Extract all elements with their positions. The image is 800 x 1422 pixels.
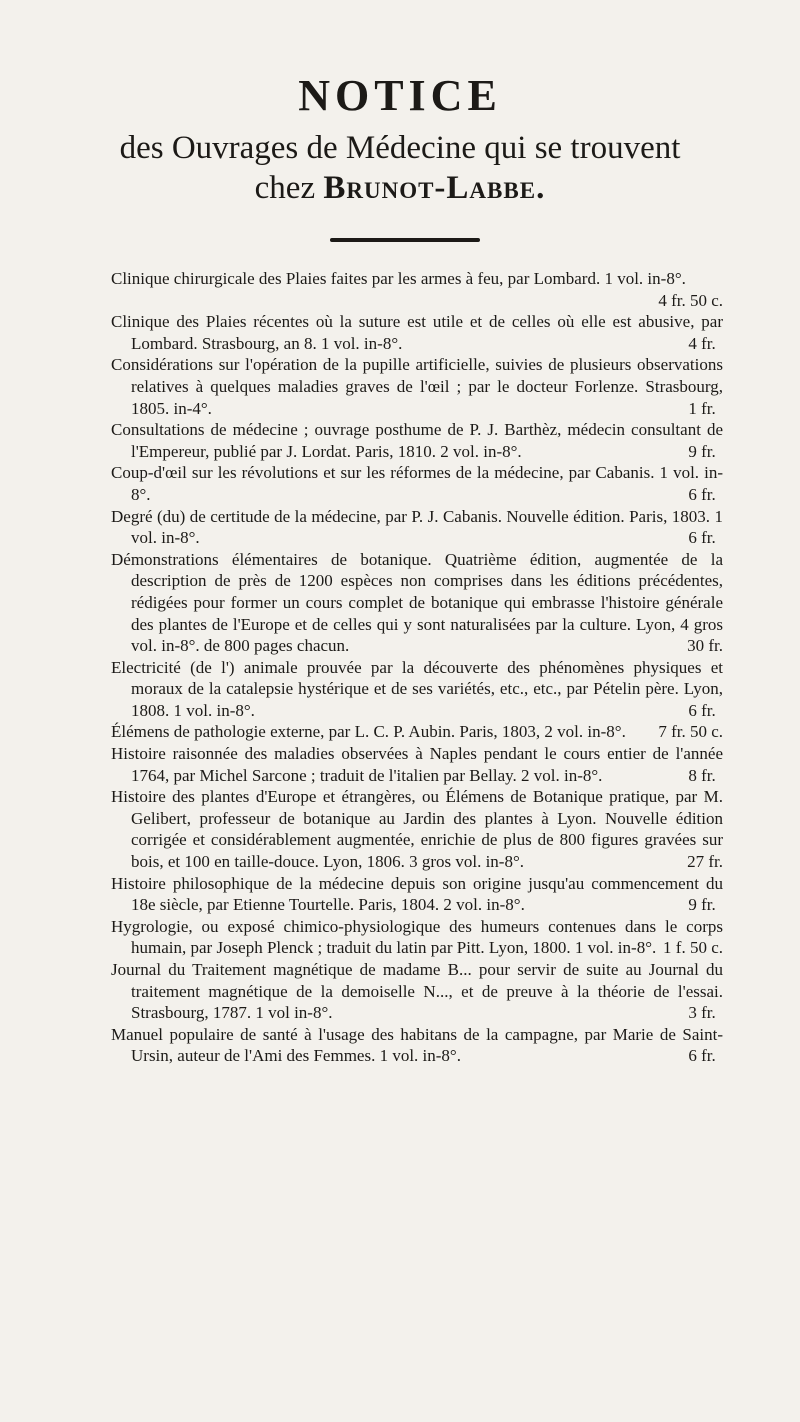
entry-text: Journal du Traitement magnétique de madame B... pour servir de suite au Journal du traitement magnétique de la demoiselle N..., et de preuve à la théorie de l'essai. Strasbourg, 1787. 1 vol in-8°. [111, 960, 723, 1023]
catalogue-entry [111, 462, 723, 505]
entry-price: 6 fr. [688, 528, 716, 548]
catalogue-entry [111, 506, 723, 549]
catalogue-entry [111, 354, 723, 419]
entry-price: 3 fr. [688, 1003, 716, 1023]
entry-price: 6 fr. [688, 1046, 716, 1066]
catalogue-entry [111, 1024, 723, 1067]
catalogue-entry [111, 959, 723, 1024]
catalogue-list [111, 268, 723, 1067]
entry-price: 7 fr. 50 c. [658, 722, 723, 742]
catalogue-entry [111, 873, 723, 916]
catalogue-entry [111, 743, 723, 786]
entry-price: 30 fr. [687, 636, 723, 656]
entry-text: Histoire philosophique de la médecine depuis son origine jusqu'au commencement du 18e siècle, par Etienne Tourtelle. Paris, 1804. 2 vol. in-8°. [111, 873, 723, 915]
entry-price: 4 fr. [688, 333, 716, 353]
entry-text: Élémens de pathologie externe, par L. C. P. Aubin. Paris, 1803, 2 vol. in-8°. [111, 722, 626, 742]
entry-price: 9 fr. [688, 895, 716, 915]
subtitle-line-1: des Ouvrages de Médecine qui se trouvent [119, 130, 681, 166]
catalogue-entry [111, 916, 723, 959]
entry-text: Degré (du) de certitude de la médecine, par P. J. Cabanis. Nouvelle édition. Paris, 1803. 1 vol. in-8°. [111, 506, 723, 548]
catalogue-entry [111, 419, 723, 462]
catalogue-entry [111, 786, 723, 872]
entry-text: Histoire des plantes d'Europe et étrangères, ou Élémens de Botanique pratique, par M. Gelibert, professeur de botanique au Jardin des plantes à Lyon. Nouvelle édition corrigée et considérablement augmentée, enrichie de plus de 800 figures gravées sur bois, et 100 en taille-douce. Lyon, 1806. 3 gros vol. in-8°. [111, 787, 723, 872]
entry-text: Démonstrations élémentaires de botanique. Quatrième édition, augmentée de la description de près de 1200 espèces non comprises dans les éditions précédentes, rédigées pour former un cours complet de botanique qui embrasse l'histoire générale des plantes de l'Europe et de celles qui y sont naturalisées par la culture. Lyon, 4 gros vol. in-8°. de 800 pages chacun. [111, 549, 723, 656]
entry-price: 8 fr. [688, 765, 716, 785]
entry-price: 6 fr. [688, 484, 716, 504]
entry-price: 6 fr. [688, 700, 716, 720]
entry-price: 9 fr. [688, 441, 716, 461]
entry-price: 1 f. 50 c. [663, 938, 723, 958]
entry-price: 4 fr. 50 c. [658, 290, 723, 310]
divider-rule [330, 238, 480, 242]
publisher-name: Brunot-Labbe. [323, 170, 546, 206]
entry-price: 1 fr. [688, 398, 716, 418]
subtitle-chez: chez [254, 170, 316, 206]
entry-text: Clinique des Plaies récentes où la suture est utile et de celles où elle est abusive, par Lombard. Strasbourg, an 8. 1 vol. in-8°. [111, 312, 723, 353]
entry-text: Manuel populaire de santé à l'usage des habitans de la campagne, par Marie de Saint-Ursin, auteur de l'Ami des Femmes. 1 vol. in-8°. [111, 1024, 723, 1066]
entry-text: Consultations de médecine ; ouvrage posthume de P. J. Barthèz, médecin consultant de l'Empereur, publié par J. Lordat. Paris, 1810. 2 vol. in-8°. [111, 420, 723, 461]
entry-text: Considérations sur l'opération de la pupille artificielle, suivies de plusieurs observations relatives à quelques maladies graves de l'œil ; par le docteur Forlenze. Strasbourg, 1805. in-4°. [111, 355, 723, 418]
entry-text: Clinique chirurgicale des Plaies faites par les armes à feu, par Lombard. 1 vol. in-8°. [111, 269, 686, 288]
entry-text: Histoire raisonnée des maladies observées à Naples pendant le cours entier de l'année 1764, par Michel Sarcone ; traduit de l'italien par Bellay. 2 vol. in-8°. [111, 744, 723, 785]
page-title: NOTICE [298, 71, 502, 120]
entry-price: 27 fr. [687, 852, 723, 872]
entry-text: Coup-d'œil sur les révolutions et sur les réformes de la médecine, par Cabanis. 1 vol. in-8°. [111, 463, 723, 504]
page-subtitle [0, 128, 800, 208]
catalogue-entry [111, 549, 723, 657]
catalogue-entry [111, 268, 723, 311]
catalogue-entry [111, 657, 723, 722]
subtitle-line-2 [0, 168, 800, 208]
catalogue-entry [111, 721, 723, 743]
entry-text: Hygrologie, ou exposé chimico-physiologique des humeurs contenues dans le corps humain, par Joseph Plenck ; traduit du latin par Pitt. Lyon, 1800. 1 vol. in-8°. [111, 916, 723, 958]
entry-text: Electricité (de l') animale prouvée par la découverte des phénomènes physiques et moraux de la catalepsie hystérique et de ses variétés, etc., etc., par Pételin père. Lyon, 1808. 1 vol. in-8°. [111, 657, 723, 720]
catalogue-entry [111, 311, 723, 354]
